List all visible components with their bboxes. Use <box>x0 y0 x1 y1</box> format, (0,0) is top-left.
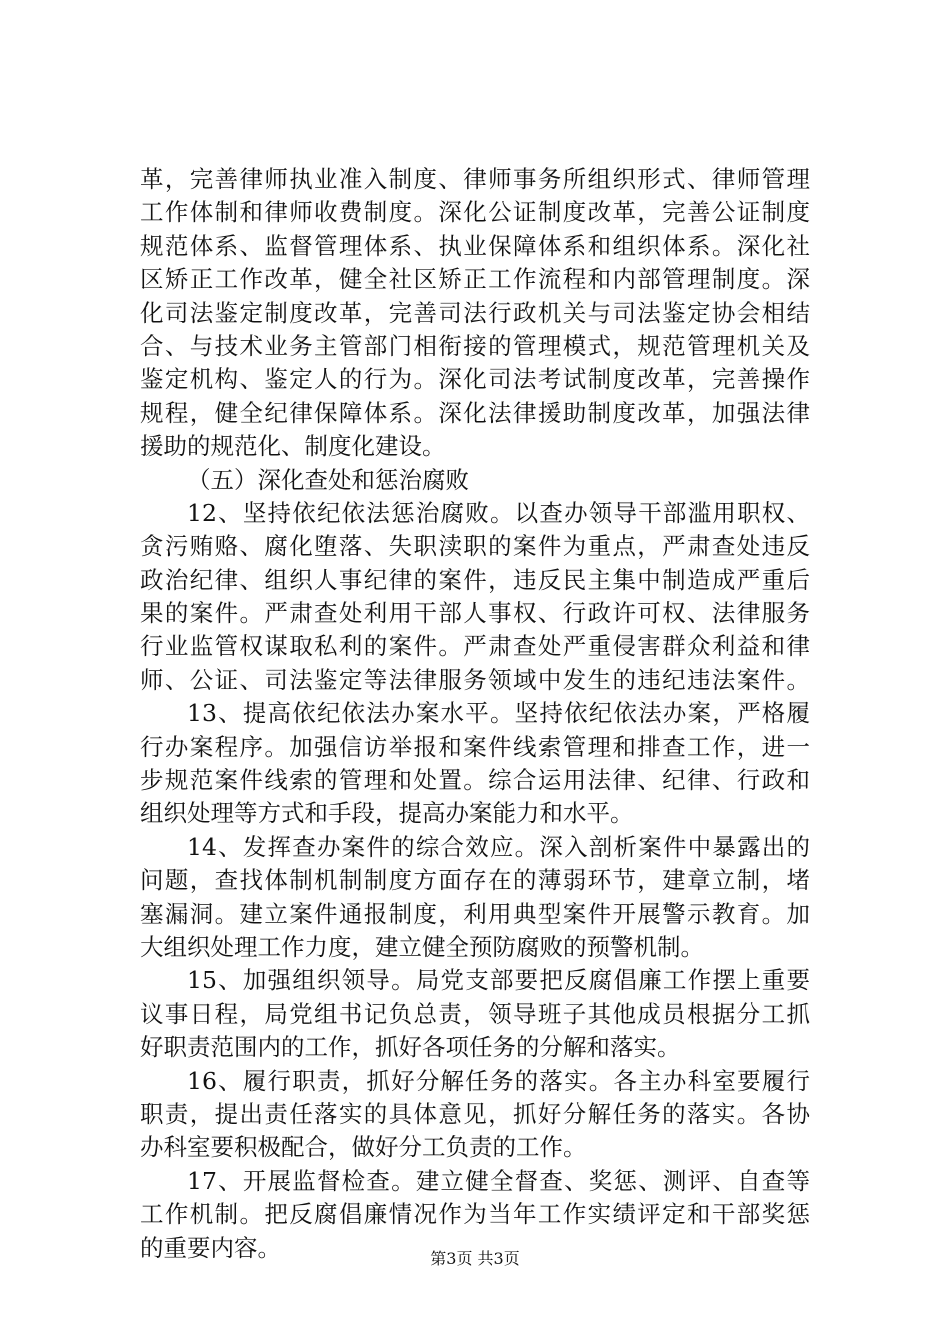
text-line: 步规范案件线索的管理和处置。综合运用法律、纪律、行政和 <box>140 766 810 795</box>
text-line: 工作机制。把反腐倡廉情况作为当年工作实绩评定和干部奖惩 <box>140 1200 810 1229</box>
text-line: 13、提高依纪依法办案水平。坚持依纪依法办案，严格履 <box>187 699 810 728</box>
text-line: 办科室要积极配合，做好分工负责的工作。 <box>140 1133 587 1162</box>
text-line: 12、坚持依纪依法惩治腐败。以查办领导干部滥用职权、 <box>187 498 810 527</box>
text-line: 规范体系、监督管理体系、执业保障体系和组织体系。深化社 <box>140 231 810 260</box>
text-line: 政治纪律、组织人事纪律的案件，违反民主集中制造成严重后 <box>140 565 810 594</box>
text-line: 工作体制和律师收费制度。深化公证制度改革，完善公证制度 <box>140 198 810 227</box>
text-line: 区矫正工作改革，健全社区矫正工作流程和内部管理制度。深 <box>140 265 810 294</box>
text-line: 化司法鉴定制度改革，完善司法行政机关与司法鉴定协会相结 <box>140 298 810 327</box>
text-line: 17、开展监督检查。建立健全督查、奖惩、测评、自查等 <box>187 1166 810 1195</box>
text-line: 行办案程序。加强信访举报和案件线索管理和排查工作，进一 <box>140 732 810 761</box>
text-line: 职责，提出责任落实的具体意见，抓好分解任务的落实。各协 <box>140 1099 810 1128</box>
text-line: 革，完善律师执业准入制度、律师事务所组织形式、律师管理 <box>140 165 810 193</box>
text-line: 议事日程，局党组书记负总责，领导班子其他成员根据分工抓 <box>140 999 810 1028</box>
text-line: 援助的规范化、制度化建设。 <box>140 432 446 461</box>
text-line: 鉴定机构、鉴定人的行为。深化司法考试制度改革，完善操作 <box>140 365 810 394</box>
text-line: 合、与技术业务主管部门相衔接的管理模式，规范管理机关及 <box>140 331 810 360</box>
text-line: 组织处理等方式和手段，提高办案能力和水平。 <box>140 799 634 828</box>
text-line: 行业监管权谋取私利的案件。严肃查处严重侵害群众利益和律 <box>140 632 810 661</box>
text-line: 14、发挥查办案件的综合效应。深入剖析案件中暴露出的 <box>187 832 810 861</box>
text-line: 好职责范围内的工作，抓好各项任务的分解和落实。 <box>140 1033 681 1062</box>
section-heading: （五）深化查处和惩治腐败 <box>187 465 469 494</box>
text-line: 16、履行职责，抓好分解任务的落实。各主办科室要履行 <box>187 1066 810 1095</box>
text-line: 塞漏洞。建立案件通报制度，利用典型案件开展警示教育。加 <box>140 899 810 928</box>
document-body <box>140 163 810 1265</box>
text-line: 15、加强组织领导。局党支部要把反腐倡廉工作摆上重要 <box>187 966 810 995</box>
text-line: 规程，健全纪律保障体系。深化法律援助制度改革，加强法律 <box>140 398 810 427</box>
text-line: 问题，查找体制机制制度方面存在的薄弱环节，建章立制，堵 <box>140 866 810 895</box>
text-line: 师、公证、司法鉴定等法律服务领域中发生的违纪违法案件。 <box>140 665 810 694</box>
text-line: 贪污贿赂、腐化堕落、失职渎职的案件为重点，严肃查处违反 <box>140 532 810 561</box>
text-line: 的重要内容。 <box>140 1233 281 1262</box>
text-line: 果的案件。严肃查处利用干部人事权、行政许可权、法律服务 <box>140 599 810 628</box>
page-footer: 第3页 共3页 <box>430 1249 520 1268</box>
text-line: 大组织处理工作力度，建立健全预防腐败的预警机制。 <box>140 932 704 961</box>
